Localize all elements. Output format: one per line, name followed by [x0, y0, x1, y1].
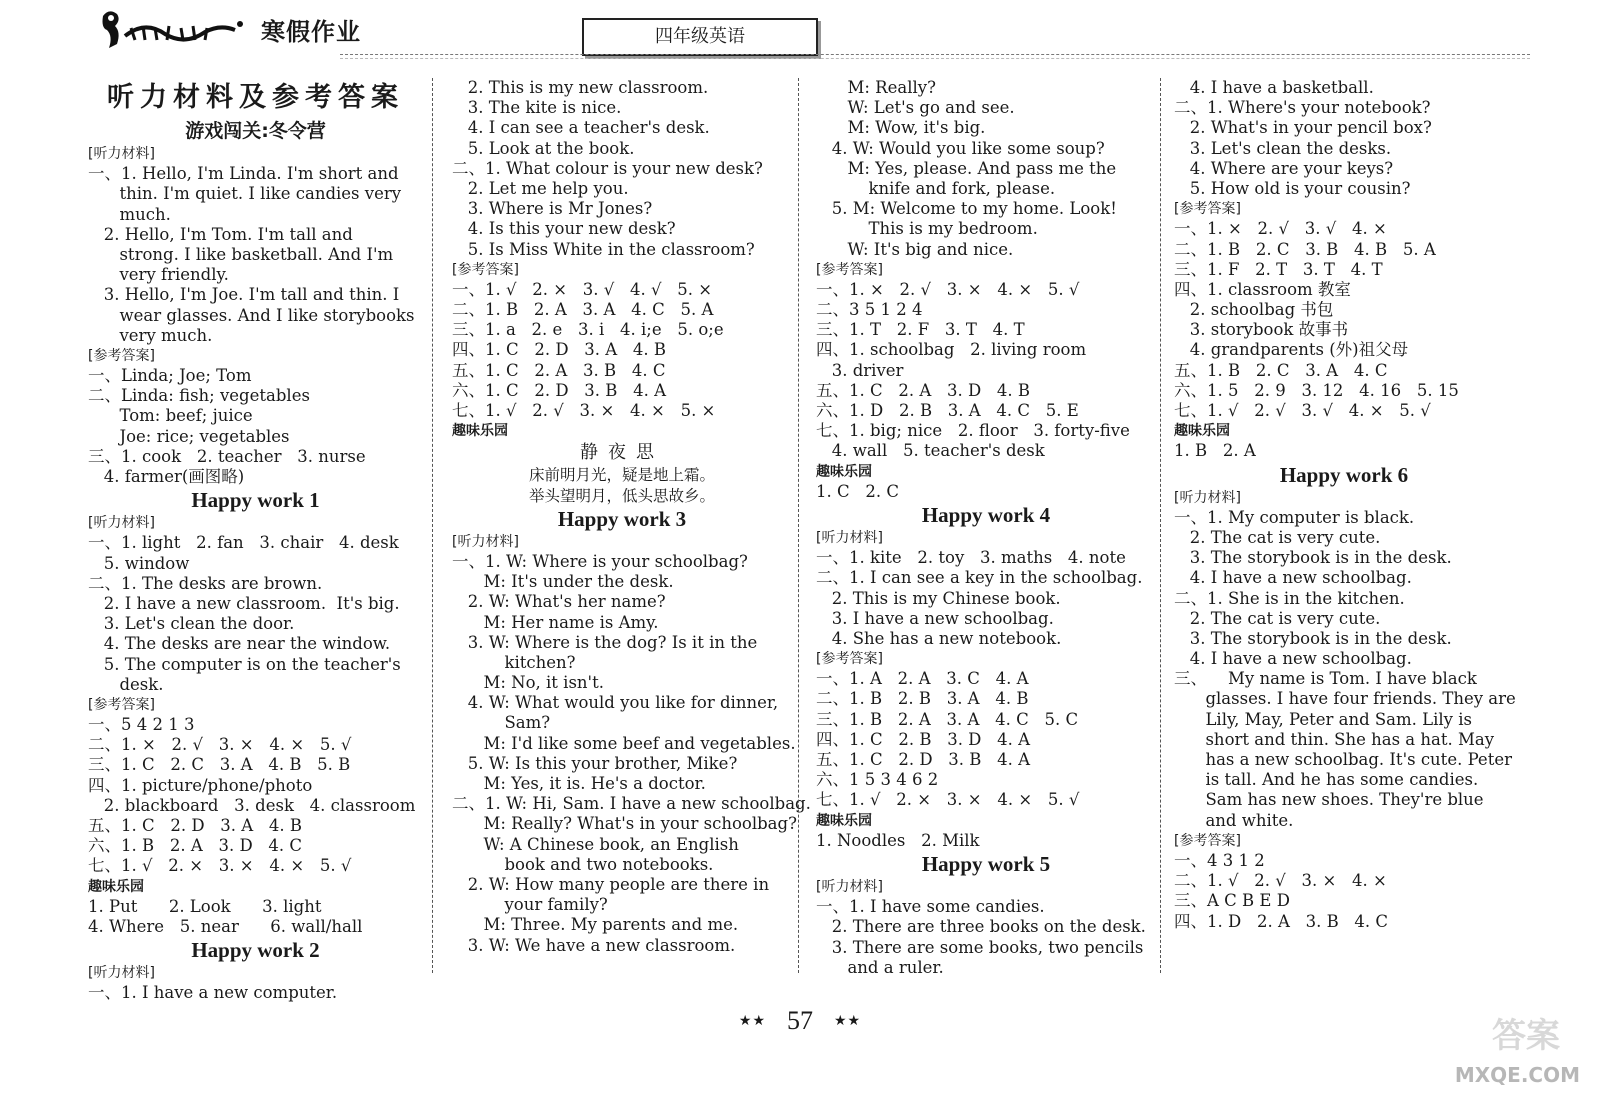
- text-line: 5. Look at the book.: [452, 138, 635, 158]
- text-line: 七、1. √ 2. × 3. × 4. × 5. √: [816, 790, 1080, 810]
- text-line: 3. There are some books, two pencils: [816, 937, 1144, 957]
- text-line: 二、3 5 1 2 4: [816, 300, 923, 320]
- text-line: 4. She has a new notebook.: [816, 628, 1062, 648]
- page-header: [0, 0, 1600, 62]
- text-line: Sam?: [452, 713, 551, 733]
- text-line: 二、1. B 2. C 3. B 4. B 5. A: [1174, 239, 1436, 259]
- text-line: 4. W: Would you like some soup?: [816, 138, 1105, 158]
- text-line: 三、1. a 2. e 3. i 4. i;e 5. o;e: [452, 320, 724, 340]
- fun-corner-label: 趣味乐园: [816, 812, 872, 829]
- text-line: 2. blackboard 3. desk 4. classroom: [88, 795, 416, 815]
- text-line: Tom: beef; juice: [88, 406, 253, 426]
- text-line: 4. farmer(画图略): [88, 467, 245, 486]
- text-line: desk.: [88, 674, 164, 694]
- bracket-label: [听力材料]: [816, 878, 883, 895]
- column-divider: [1160, 78, 1161, 973]
- text-line: strong. I like basketball. And I'm: [88, 244, 394, 264]
- text-line: 二、1. √ 2. √ 3. × 4. ×: [1174, 871, 1387, 891]
- text-line: 2. Hello, I'm Tom. I'm tall and: [88, 224, 353, 244]
- text-line: 四、1. classroom 教室: [1174, 279, 1351, 299]
- text-line: M: Really? What's in your schoolbag?: [452, 814, 797, 834]
- text-line: 一、1. W: Where is your schoolbag?: [452, 551, 748, 571]
- text-line: kitchen?: [452, 652, 576, 672]
- text-line: 二、1. The desks are brown.: [88, 573, 323, 593]
- text-line: 3. Hello, I'm Joe. I'm tall and thin. I: [88, 285, 400, 305]
- footer-stars-left: ★★: [738, 1013, 766, 1029]
- text-line: 3. W: Where is the dog? Is it in the: [452, 632, 758, 652]
- text-line: Lily, May, Peter and Sam. Lily is: [1174, 709, 1472, 729]
- text-line: 4. Is this your new desk?: [452, 219, 676, 239]
- fun-corner-label: 趣味乐园: [452, 423, 508, 440]
- brand-title: 寒假作业: [261, 17, 361, 46]
- text-line: 2. I have a new classroom. It's big.: [88, 593, 400, 613]
- text-line: 二、1. I can see a key in the schoolbag.: [816, 568, 1143, 588]
- text-line: 一、1. I have a new computer.: [88, 983, 338, 1003]
- text-line: short and thin. She has a hat. May: [1174, 729, 1495, 749]
- text-line: 七、1. √ 2. √ 3. × 4. × 5. ×: [452, 401, 716, 420]
- happy-work-heading: Happy work 1: [191, 488, 320, 513]
- text-line: 六、1. B 2. A 3. D 4. C: [88, 836, 303, 856]
- text-line: 4. Where 5. near 6. wall/hall: [88, 916, 363, 936]
- bracket-label: [听力材料]: [1174, 489, 1241, 506]
- page-footer: [0, 1006, 1600, 1036]
- bracket-label: [参考答案]: [816, 261, 883, 278]
- logo: [95, 6, 361, 52]
- bracket-label: [参考答案]: [88, 347, 155, 364]
- text-line: 一、1. I have some candies.: [816, 897, 1045, 917]
- text-line: 4. I have a new schoolbag.: [1174, 649, 1412, 669]
- text-line: M: Really?: [816, 78, 936, 97]
- text-line: M: Her name is Amy.: [452, 612, 659, 632]
- text-line: 5. W: Is this your brother, Mike?: [452, 753, 738, 773]
- text-line: Sam has new shoes. They're blue: [1174, 790, 1484, 810]
- happy-work-heading: Happy work 2: [191, 938, 320, 963]
- text-line: 4. W: What would you like for dinner,: [452, 693, 779, 713]
- text-line: 4. The desks are near the window.: [88, 634, 391, 654]
- fun-corner-label: 趣味乐园: [816, 463, 872, 480]
- page-number: 57: [787, 1006, 813, 1035]
- text-line: M: No, it isn't.: [452, 673, 604, 693]
- column-4: [1174, 78, 1514, 932]
- text-line: 三、1. F 2. T 3. T 4. T: [1174, 259, 1383, 279]
- text-line: M: Wow, it's big.: [816, 118, 986, 138]
- text-line: and white.: [1174, 810, 1294, 830]
- text-line: 2. This is my Chinese book.: [816, 588, 1061, 608]
- text-line: is tall. And he has some candies.: [1174, 770, 1479, 790]
- text-line: 三、A C B E D: [1174, 891, 1290, 911]
- text-line: This is my bedroom.: [816, 219, 1038, 239]
- text-line: 一、1. × 2. √ 3. √ 4. ×: [1174, 219, 1387, 239]
- text-line: 一、1. kite 2. toy 3. maths 4. note: [816, 548, 1126, 568]
- text-line: 4. I can see a teacher's desk.: [452, 118, 710, 138]
- column-2: [452, 78, 811, 956]
- text-line: M: Yes, it is. He's a doctor.: [452, 774, 706, 793]
- column-divider: [798, 78, 799, 973]
- section-subtitle: 游戏闯关:冬令营: [185, 120, 326, 142]
- text-line: M: It's under the desk.: [452, 572, 674, 592]
- text-line: has a new schoolbag. It's cute. Peter: [1174, 750, 1512, 769]
- poem-line: 举头望明月，低头思故乡。: [528, 486, 715, 505]
- text-line: 4. Where are your keys?: [1174, 158, 1394, 178]
- text-line: 2. Let me help you.: [452, 178, 629, 198]
- text-line: 1. B 2. A: [1174, 441, 1256, 461]
- text-line: your family?: [452, 895, 608, 915]
- text-line: 三、1. B 2. A 3. A 4. C 5. C: [816, 709, 1079, 729]
- text-line: 五、1. C 2. D 3. A 4. B: [88, 816, 303, 835]
- text-line: 4. I have a new schoolbag.: [1174, 568, 1412, 588]
- text-line: glasses. I have four friends. They are: [1174, 689, 1516, 709]
- text-line: 3. Where is Mr Jones?: [452, 199, 653, 219]
- column-3: [816, 78, 1156, 978]
- happy-work-heading: Happy work 3: [557, 506, 687, 531]
- text-line: 2. What's in your pencil box?: [1174, 118, 1432, 138]
- mascot-logo-icon: [95, 6, 255, 52]
- watermark-url: MXQE.COM: [1454, 1063, 1580, 1087]
- text-line: 4. I have a basketball.: [1174, 78, 1374, 97]
- text-line: 5. The computer is on the teacher's: [88, 654, 401, 674]
- text-line: 2. W: What's her name?: [452, 592, 666, 612]
- text-line: 一、5 4 2 1 3: [88, 715, 195, 735]
- text-line: 3. Let's clean the door.: [88, 614, 295, 634]
- header-divider: [340, 54, 1530, 55]
- text-line: 一、1. × 2. √ 3. × 4. × 5. √: [816, 279, 1080, 299]
- text-line: 一、1. Hello, I'm Linda. I'm short and: [88, 164, 399, 184]
- text-line: 5. Is Miss White in the classroom?: [452, 239, 755, 259]
- text-line: 2. The cat is very cute.: [1174, 608, 1381, 628]
- text-line: 七、1. √ 2. √ 3. √ 4. × 5. √: [1174, 401, 1431, 420]
- bracket-label: [参考答案]: [1174, 832, 1241, 849]
- text-line: 一、4 3 1 2: [1174, 850, 1265, 870]
- text-line: 四、1. picture/phone/photo: [88, 775, 313, 795]
- text-line: 四、1. C 2. B 3. D 4. A: [816, 729, 1031, 749]
- poem-line: 床前明月光，疑是地上霜。: [528, 466, 715, 485]
- bracket-label: [参考答案]: [1174, 201, 1241, 218]
- happy-work-heading: Happy work 6: [1279, 462, 1409, 487]
- text-line: 一、1. A 2. A 3. C 4. A: [816, 669, 1029, 689]
- text-line: 二、1. Where's your notebook?: [1174, 98, 1431, 118]
- text-line: 1. Put 2. Look 3. light: [88, 896, 322, 916]
- text-line: book and two notebooks.: [452, 854, 714, 874]
- text-line: 七、1. big; nice 2. floor 3. forty-five: [816, 421, 1130, 441]
- text-line: 五、1. C 2. A 3. D 4. B: [816, 380, 1031, 400]
- text-line: 六、1. D 2. B 3. A 4. C 5. E: [816, 401, 1079, 420]
- watermark-logo-text: 答案: [1492, 1016, 1560, 1056]
- text-line: 3. The kite is nice.: [452, 98, 622, 118]
- text-line: 二、1. B 2. A 3. A 4. C 5. A: [452, 300, 714, 320]
- text-line: 三、1. cook 2. teacher 3. nurse: [88, 446, 366, 466]
- text-line: 五、1. C 2. D 3. B 4. A: [816, 750, 1031, 769]
- text-line: 五、1. C 2. A 3. B 4. C: [452, 360, 666, 380]
- text-line: very much.: [88, 325, 213, 345]
- text-line: 3. Let's clean the desks.: [1174, 138, 1392, 158]
- text-line: knife and fork, please.: [816, 178, 1056, 198]
- text-line: 3. The storybook is in the desk.: [1174, 628, 1452, 648]
- text-line: 2. W: How many people are there in: [452, 874, 770, 894]
- text-line: thin. I'm quiet. I like candies very: [88, 184, 402, 204]
- bracket-label: [听力材料]: [88, 146, 155, 162]
- text-line: 3. driver: [816, 360, 904, 380]
- text-line: 一、1. √ 2. × 3. √ 4. √ 5. ×: [452, 279, 713, 299]
- text-line: 四、1. D 2. A 3. B 4. C: [1174, 911, 1389, 931]
- text-line: 三、 My name is Tom. I have black: [1174, 669, 1477, 689]
- text-line: 二、Linda: fish; vegetables: [88, 386, 310, 406]
- text-line: M: I'd like some beef and vegetables.: [452, 733, 796, 753]
- text-line: 二、1. W: Hi, Sam. I have a new schoolbag.: [452, 794, 811, 814]
- text-line: 1. Noodles 2. Milk: [816, 830, 980, 850]
- text-line: W: Let's go and see.: [816, 98, 1015, 118]
- text-line: W: A Chinese book, an English: [452, 834, 739, 854]
- bracket-label: [参考答案]: [452, 261, 519, 278]
- bracket-label: [听力材料]: [816, 529, 883, 546]
- text-line: 二、1. × 2. √ 3. × 4. × 5. √: [88, 735, 352, 755]
- text-line: 5. window: [88, 553, 190, 573]
- text-line: 四、1. C 2. D 3. A 4. B: [452, 340, 667, 360]
- bracket-label: [听力材料]: [88, 965, 155, 982]
- poem-title: 静夜思: [580, 442, 664, 464]
- bracket-label: [听力材料]: [452, 533, 519, 550]
- text-line: 三、1. T 2. F 3. T 4. T: [816, 320, 1025, 340]
- footer-stars-right: ★★: [834, 1013, 862, 1029]
- bracket-label: [参考答案]: [816, 651, 883, 668]
- text-line: 2. schoolbag 书包: [1174, 300, 1334, 320]
- header-divider-secondary: [340, 58, 1530, 59]
- text-line: much.: [88, 204, 171, 224]
- section-title: 听力材料及参考答案: [107, 82, 404, 113]
- text-line: 二、1. What colour is your new desk?: [452, 158, 763, 178]
- happy-work-heading: Happy work 4: [921, 502, 1051, 527]
- text-line: 5. M: Welcome to my home. Look!: [816, 199, 1117, 219]
- text-line: 三、1. C 2. C 3. A 4. B 5. B: [88, 755, 351, 775]
- fun-corner-label: 趣味乐园: [1174, 423, 1230, 440]
- text-line: 3. The storybook is in the desk.: [1174, 548, 1452, 568]
- text-line: W: It's big and nice.: [816, 239, 1014, 259]
- text-line: 3. I have a new schoolbag.: [816, 608, 1054, 628]
- column-divider: [432, 78, 433, 973]
- text-line: M: Three. My parents and me.: [452, 915, 739, 935]
- text-line: 2. The cat is very cute.: [1174, 527, 1381, 547]
- subject-label: 四年级英语: [582, 18, 818, 56]
- text-line: 五、1. B 2. C 3. A 4. C: [1174, 360, 1388, 380]
- text-line: 六、1. 5 2. 9 3. 12 4. 16 5. 15: [1174, 380, 1459, 400]
- text-line: 3. storybook 故事书: [1174, 320, 1349, 340]
- text-line: 4. grandparents (外)祖父母: [1174, 340, 1409, 360]
- text-line: 2. This is my new classroom.: [452, 78, 709, 97]
- bracket-label: [参考答案]: [88, 696, 155, 713]
- text-line: 一、Linda; Joe; Tom: [88, 366, 252, 386]
- text-line: 二、1. She is in the kitchen.: [1174, 588, 1405, 608]
- text-line: M: Yes, please. And pass me the: [816, 158, 1117, 178]
- text-line: 二、1. B 2. B 3. A 4. B: [816, 689, 1029, 709]
- fun-corner-label: 趣味乐园: [88, 878, 144, 895]
- text-line: and a ruler.: [816, 957, 944, 977]
- text-line: 六、1 5 3 4 6 2: [816, 770, 939, 790]
- text-line: 2. There are three books on the desk.: [816, 917, 1146, 937]
- text-line: 3. W: We have a new classroom.: [452, 935, 736, 955]
- text-line: very friendly.: [88, 265, 229, 285]
- text-line: Joe: rice; vegetables: [88, 426, 290, 446]
- text-line: 1. C 2. C: [816, 481, 899, 501]
- text-line: 一、1. My computer is black.: [1174, 507, 1415, 527]
- bracket-label: [听力材料]: [88, 515, 155, 532]
- column-1: [88, 78, 423, 1004]
- text-line: 5. How old is your cousin?: [1174, 178, 1411, 198]
- happy-work-heading: Happy work 5: [921, 851, 1051, 876]
- text-line: 4. wall 5. teacher's desk: [816, 441, 1045, 461]
- text-line: 四、1. schoolbag 2. living room: [816, 340, 1087, 360]
- text-line: 七、1. √ 2. × 3. × 4. × 5. √: [88, 856, 352, 876]
- text-line: wear glasses. And I like storybooks: [88, 305, 415, 325]
- text-line: 一、1. light 2. fan 3. chair 4. desk: [88, 533, 399, 553]
- text-line: 六、1. C 2. D 3. B 4. A: [452, 380, 667, 400]
